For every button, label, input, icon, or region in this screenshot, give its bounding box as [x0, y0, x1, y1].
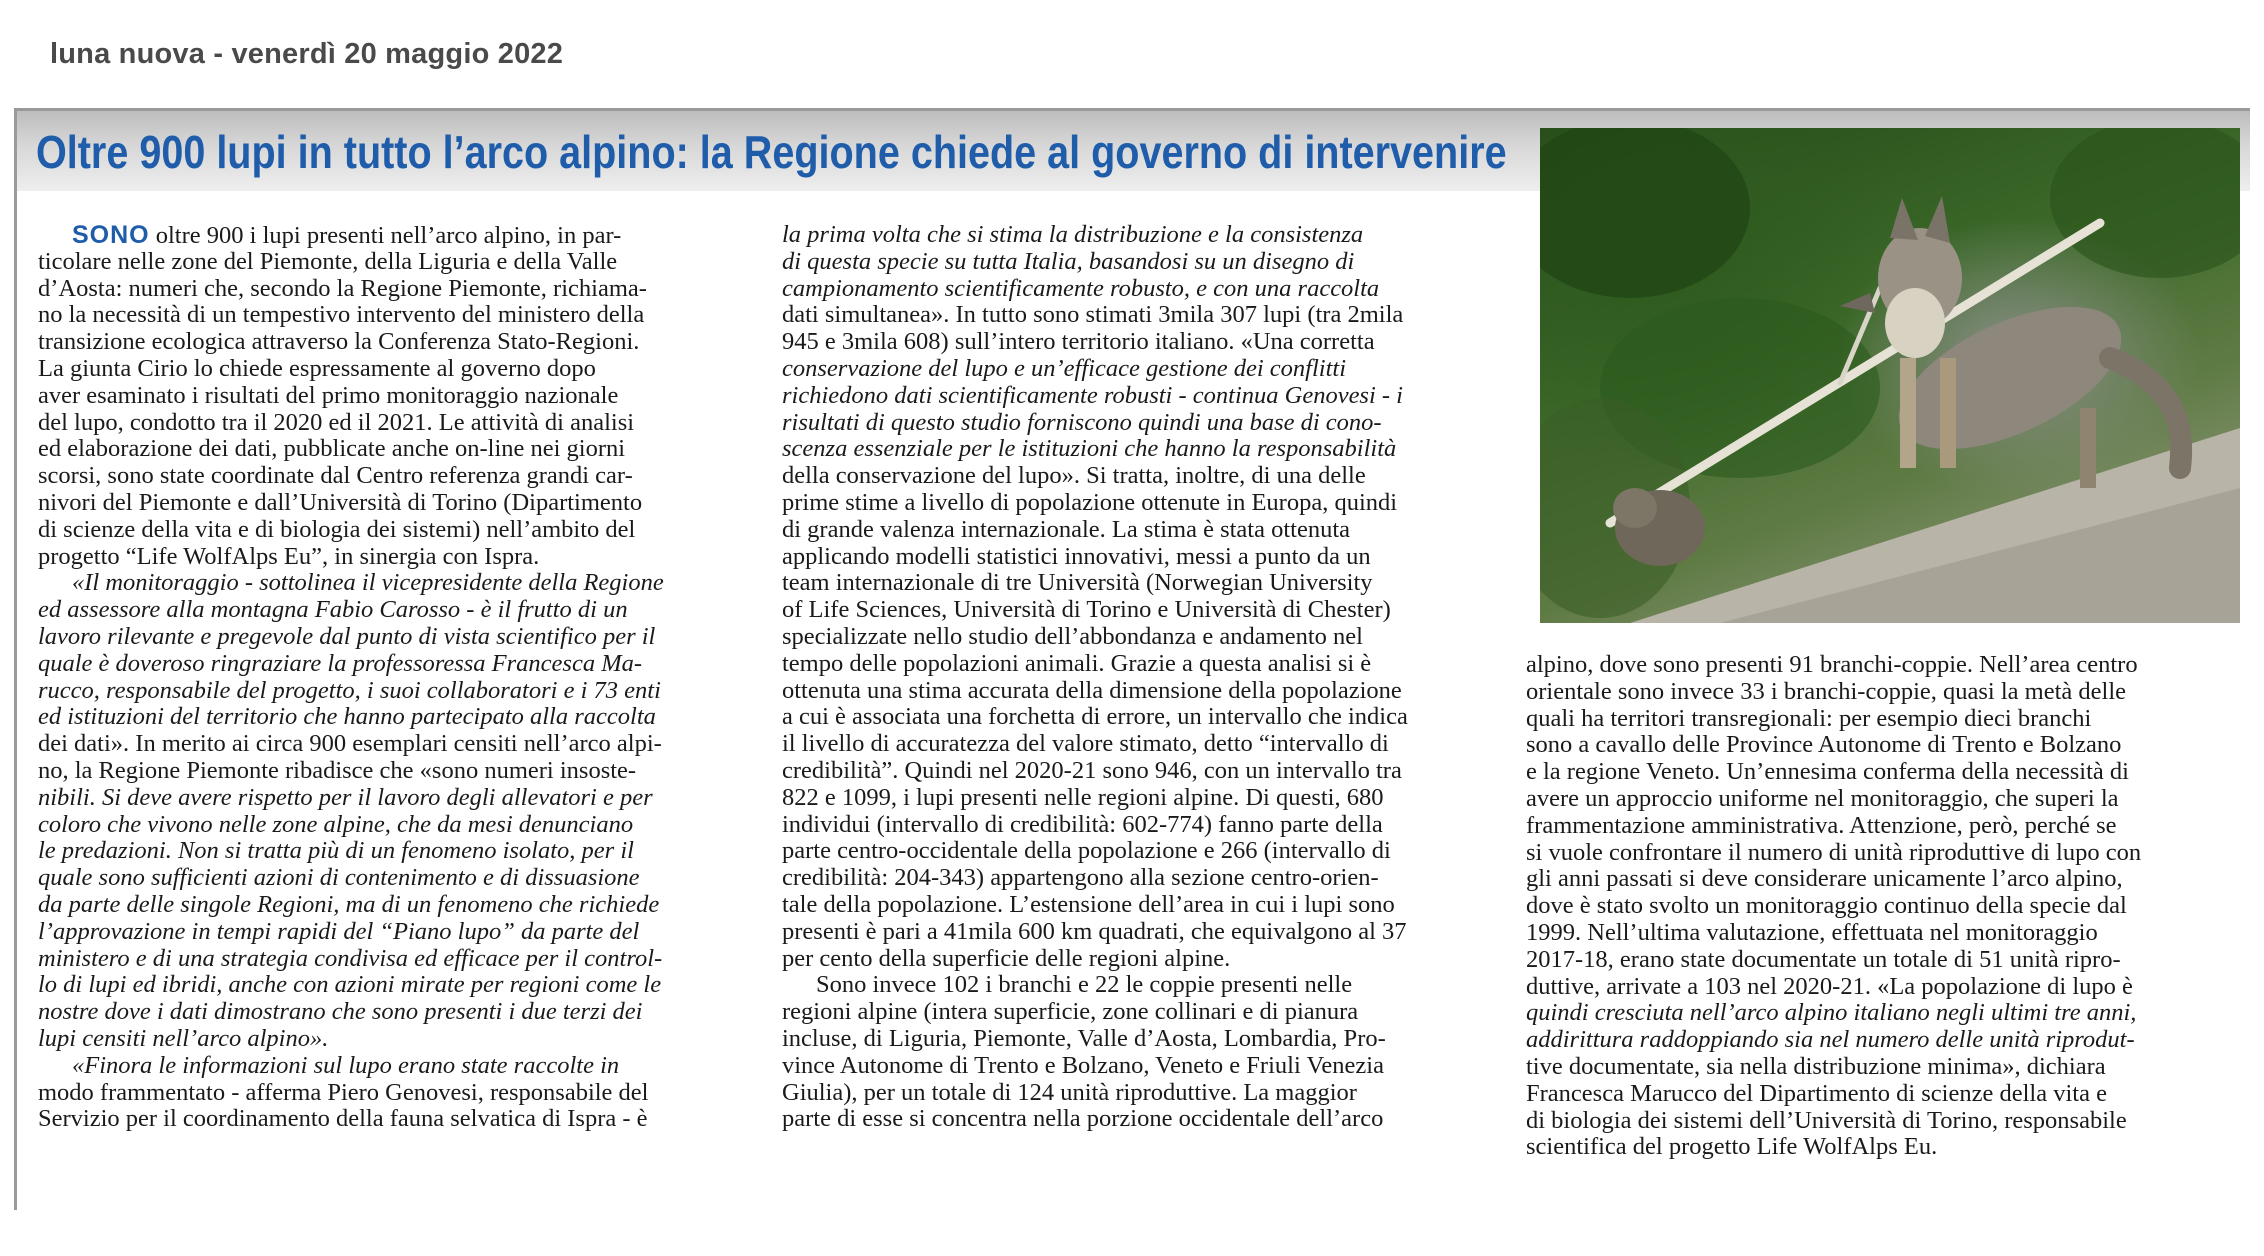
text-line: regioni alpine (intera superficie, zone collinari e di pianura: [782, 998, 1359, 1026]
text-line: lo di lupi ed ibridi, anche con azioni mirate per regioni come le: [38, 971, 662, 999]
article-column-3: [1526, 652, 2141, 1161]
text-line: da parte delle singole Regioni, ma di un fenomeno che richiede: [38, 890, 660, 918]
text-line: 2017-18, erano state documentate un totale di 51 unità ripro-: [1526, 945, 2121, 973]
text-line: per cento della superficie delle regioni alpine.: [782, 944, 1231, 972]
text-line: specializzate nello studio dell’abbondanza e andamento nel: [782, 622, 1363, 650]
text-line: La giunta Cirio lo chiede espressamente al governo dopo: [38, 354, 596, 382]
text-line: «Finora le informazioni sul lupo erano state raccolte in: [72, 1051, 620, 1079]
text-line: il livello di accuratezza del valore stimato, detto “intervallo di: [782, 730, 1389, 758]
text-line: vince Autonome di Trento e Bolzano, Veneto e Friuli Venezia: [782, 1051, 1384, 1079]
text-line: alpino, dove sono presenti 91 branchi-coppie. Nell’area centro: [1526, 651, 2138, 678]
text-line: si vuole confrontare il numero di unità riproduttive di lupo con: [1526, 838, 2142, 866]
text-line: dati simultanea». In tutto sono stimati 3mila 307 lupi (tra 2mila: [782, 301, 1404, 329]
wolf-illustration: [1540, 128, 2240, 623]
text-line: progetto “Life WolfAlps Eu”, in sinergia con Ispra.: [38, 542, 540, 570]
text-line: transizione ecologica attraverso la Conferenza Stato-Regioni.: [38, 328, 640, 356]
text-line: quali ha territori transregionali: per esempio dieci branchi: [1526, 704, 2092, 732]
text-line: quale è doveroso ringraziare la professoressa Francesca Ma-: [38, 649, 643, 677]
text-line: scorsi, sono state coordinate dal Centro referenza grandi car-: [38, 462, 633, 490]
text-line: individui (intervallo di credibilità: 602-774) fanno parte della: [782, 810, 1383, 838]
text-line: SONO oltre 900 i lupi presenti nell’arco alpino, in par-: [72, 221, 622, 249]
text-line: frammentazione amministrativa. Attenzione, però, perché se: [1526, 811, 2117, 839]
text-line: campionamento scientificamente robusto, e con una raccolta: [782, 274, 1380, 302]
text-line: parte di esse si concentra nella porzione occidentale dell’arco: [782, 1105, 1384, 1133]
text-line: scientifica del progetto Life WolfAlps Eu.: [1526, 1133, 1938, 1161]
text-line: dove è stato svolto un monitoraggio continuo della specie dal: [1526, 892, 2127, 920]
text-line: sono a cavallo delle Province Autonome di Trento e Bolzano: [1526, 731, 2122, 759]
text-line: presenti è pari a 41mila 600 km quadrati, che equivalgono al 37: [782, 917, 1407, 945]
text-line: ed istituzioni del territorio che hanno partecipato alla raccolta: [38, 703, 656, 731]
text-line: ticolare nelle zone del Piemonte, della Liguria e della Valle: [38, 247, 618, 275]
text-line: lupi censiti nell’arco alpino».: [38, 1024, 329, 1052]
text-line: tale della popolazione. L’estensione dell’area in cui i lupi sono: [782, 890, 1395, 918]
text-line: scenza essenziale per le istituzioni che hanno la responsabilità: [782, 435, 1397, 463]
text-line: team internazionale di tre Università (Norwegian University: [782, 569, 1373, 597]
text-line: ed elaborazione dei dati, pubblicate anche on-line nei giorni: [38, 435, 626, 463]
article-column-1: [38, 222, 664, 1133]
text-line: modo frammentato - afferma Piero Genovesi, responsabile del: [38, 1078, 649, 1106]
text-line: addirittura raddoppiando sia nel numero delle unità riprodut-: [1526, 1026, 2135, 1054]
text-line: Servizio per il coordinamento della fauna selvatica di Ispra - è: [38, 1105, 648, 1133]
text-line: le predazioni. Non si tratta più di un fenomeno isolato, per il: [38, 837, 634, 865]
text-line: ed assessore alla montagna Fabio Carosso - è il frutto di un: [38, 596, 628, 624]
article-column-2: [782, 222, 1408, 1133]
text-line: quindi cresciuta nell’arco alpino italiano negli ultimi tre anni,: [1526, 999, 2137, 1027]
text-line: «Il monitoraggio - sottolinea il vicepresidente della Regione: [72, 569, 664, 597]
text-line: incluse, di Liguria, Piemonte, Valle d’Aosta, Lombardia, Pro-: [782, 1024, 1386, 1052]
text-line: nostre dove i dati dimostrano che sono presenti i due terzi dei: [38, 998, 643, 1026]
text-line: di scienze della vita e di biologia dei sistemi) nell’ambito del: [38, 515, 636, 543]
text-line: e la regione Veneto. Un’ennesima conferma della necessità di: [1526, 758, 2129, 786]
text-line: dei dati». In merito ai circa 900 esemplari censiti nell’arco alpi-: [38, 730, 662, 758]
text-line: tempo delle popolazioni animali. Grazie a questa analisi si è: [782, 649, 1372, 677]
text-line: 1999. Nell’ultima valutazione, effettuata nel monitoraggio: [1526, 918, 2098, 946]
text-line: di questa specie su tutta Italia, basandosi su un disegno di: [782, 247, 1355, 275]
text-line: Giulia), per un totale di 124 unità riproduttive. La maggior: [782, 1078, 1357, 1106]
text-line: di grande valenza internazionale. La stima è stata ottenuta: [782, 515, 1351, 543]
text-line: a cui è associata una forchetta di errore, un intervallo che indica: [782, 703, 1408, 731]
text-line: nivori del Piemonte e dall’Università di Torino (Dipartimento: [38, 488, 643, 516]
masthead: luna nuova - venerdì 20 maggio 2022: [50, 38, 564, 70]
text-line: l’approvazione in tempi rapidi del “Piano lupo” da parte del: [38, 917, 640, 945]
text-line: applicando modelli statistici innovativi, messi a punto da un: [782, 542, 1371, 570]
text-line: duttive, arrivate a 103 nel 2020-21. «La popolazione di lupo è: [1526, 972, 2133, 1000]
text-line: no la necessità di un tempestivo intervento del ministero della: [38, 301, 645, 329]
text-line: della conservazione del lupo». Si tratta, inoltre, di una delle: [782, 462, 1366, 490]
text-line: del lupo, condotto tra il 2020 ed il 2021. Le attività di analisi: [38, 408, 635, 436]
lead-word: SONO: [72, 221, 150, 249]
text-line: richiedono dati scientificamente robusti - continua Genovesi - i: [782, 381, 1403, 409]
text-line: gli anni passati si deve considerare unicamente l’arco alpino,: [1526, 865, 2123, 893]
text-line: aver esaminato i risultati del primo monitoraggio nazionale: [38, 381, 619, 409]
text-line: quale sono sufficienti azioni di contenimento e di dissuasione: [38, 864, 640, 892]
text-line: of Life Sciences, Università di Torino e Università di Chester): [782, 596, 1391, 624]
text-line: nibili. Si deve avere rispetto per il lavoro degli allevatori e per: [38, 783, 653, 811]
text-line: credibilità”. Quindi nel 2020-21 sono 946, con un intervallo tra: [782, 756, 1402, 784]
text-line: 822 e 1099, i lupi presenti nelle regioni alpine. Di questi, 680: [782, 783, 1384, 811]
text-line: no, la Regione Piemonte ribadisce che «sono numeri insoste-: [38, 756, 637, 784]
text-line: coloro che vivono nelle zone alpine, che da mesi denunciano: [38, 810, 634, 838]
text-line: Sono invece 102 i branchi e 22 le coppie presenti nelle: [816, 971, 1353, 999]
headline: Oltre 900 lupi in tutto l’arco alpino: la Regione chiede al governo di intervenire: [36, 126, 1507, 178]
text-line: lavoro rilevante e pregevole dal punto di vista scientifico per il: [38, 622, 656, 650]
text-line: orientale sono invece 33 i branchi-coppie, quasi la metà delle: [1526, 677, 2127, 705]
text-line: rucco, responsabile del progetto, i suoi collaboratori e i 73 enti: [38, 676, 661, 704]
text-line: Francesca Marucco del Dipartimento di scienze della vita e: [1526, 1079, 2107, 1107]
text-line: risultati di questo studio forniscono quindi una base di cono-: [782, 408, 1382, 436]
text-line: parte centro-occidentale della popolazione e 266 (intervallo di: [782, 837, 1391, 865]
text-line: ottenuta una stima accurata della dimensione della popolazione: [782, 676, 1402, 704]
text-line: la prima volta che si stima la distribuzione e la consistenza: [782, 221, 1364, 248]
text-line: tive documentate, sia nella distribuzione minima», dichiara: [1526, 1052, 2106, 1080]
text-line: ministero e di una strategia condivisa ed efficace per il control-: [38, 944, 663, 972]
wolf-photo: [1540, 128, 2240, 623]
text-line: d’Aosta: numeri che, secondo la Regione Piemonte, richiama-: [38, 274, 647, 302]
text-line: di biologia dei sistemi dell’Università di Torino, responsabile: [1526, 1106, 2127, 1134]
text-line: 945 e 3mila 608) sull’intero territorio italiano. «Una corretta: [782, 328, 1375, 356]
text-line: avere un approccio uniforme nel monitoraggio, che superi la: [1526, 784, 2119, 812]
text-line: credibilità: 204-343) appartengono alla sezione centro-orien-: [782, 864, 1379, 892]
text-line: prime stime a livello di popolazione ottenute in Europa, quindi: [782, 488, 1398, 516]
text-line: conservazione del lupo e un’efficace gestione dei conflitti: [782, 354, 1347, 382]
